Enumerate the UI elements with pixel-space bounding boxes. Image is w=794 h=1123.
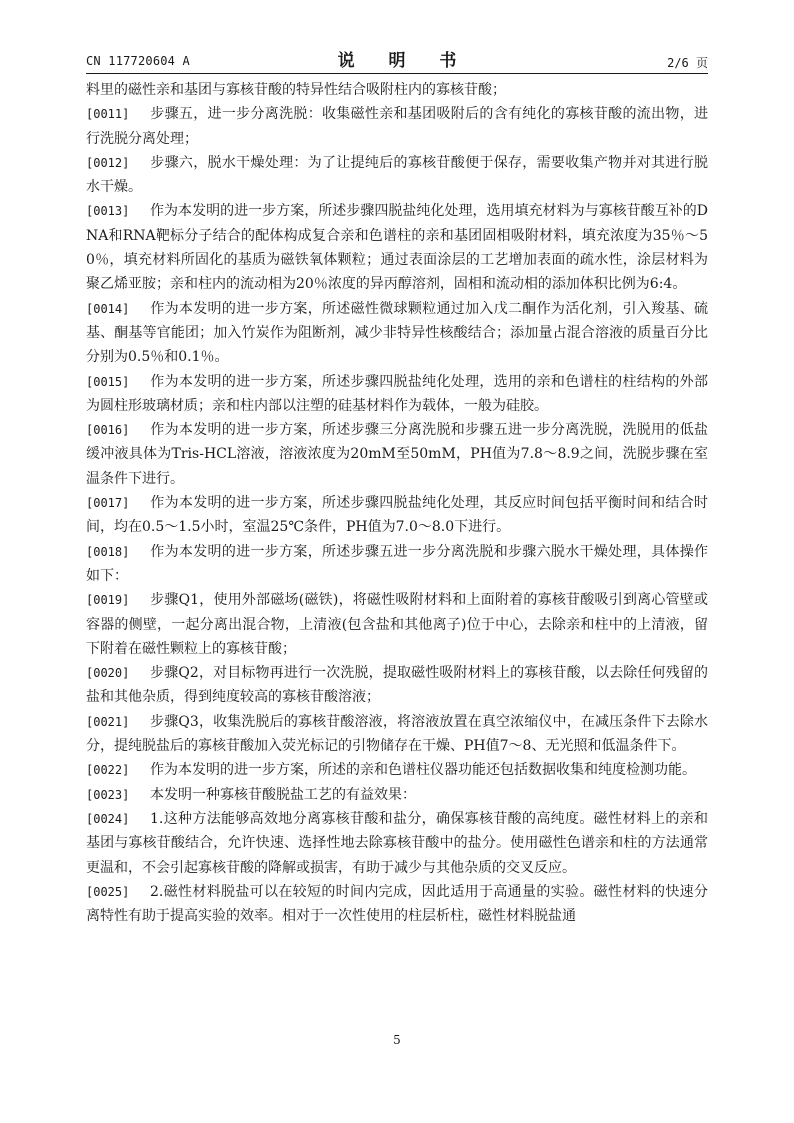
paragraph-text: 作为本发明的进一步方案，所述步骤五进一步分离洗脱和步骤六脱水干燥处理，具体操作如下： [86,543,708,584]
paragraph [86,370,708,419]
page-header [86,46,708,74]
publication-number: CN 117720604 A [86,54,190,68]
paragraph-number: [0020] [86,666,130,681]
header-divider [86,73,708,74]
paragraph-number: [0014] [86,301,130,316]
paragraph-number: [0012] [86,155,130,170]
paragraph-text: 作为本发明的进一步方案，所述步骤四脱盐纯化处理，选用的亲和色谱柱的柱结构的外部为圆柱形玻璃材质；亲和柱内部以注塑的硅基材料作为载体，一般为硅胶。 [86,373,708,414]
paragraph-number: [0011] [86,107,130,122]
paragraph-text: 步骤Q3，收集洗脱后的寡核苷酸溶液，将溶液放置在真空浓缩仪中，在减压条件下去除水分，提纯脱盐后的寡核苷酸加入荧光标记的引物储存在干燥、PH值7～8、无光照和低温条件下。 [86,713,708,755]
paragraph-number: [0022] [86,763,130,778]
paragraph [86,540,708,589]
page-info: 2/6 页 [667,56,708,70]
paragraph-number: [0019] [86,593,130,608]
paragraph-number: [0015] [86,374,130,389]
page-number: 5 [393,1033,401,1047]
paragraph [86,807,708,880]
paragraph-number: [0017] [86,496,130,511]
paragraph-text: 作为本发明的进一步方案，所述磁性微球颗粒通过加入戊二酮作为活化剂，引入羧基、硫基、酮基等官能团；加入竹炭作为阻断剂，减少非特异性核酸结合；添加量占混合溶液的质量百分比分别为0.5％和0.1％。 [86,300,708,366]
paragraph-number: [0013] [86,204,130,219]
paragraph [86,783,708,807]
paragraph [86,418,708,491]
paragraph-number: [0023] [86,787,130,802]
document-title: 说 明 书 [337,51,471,71]
paragraph [86,151,708,200]
paragraph-text: 作为本发明的进一步方案，所述步骤四脱盐纯化处理，其反应时间包括平衡时间和结合时间，均在0.5～1.5小时，室温25℃条件，PH值为7.0～8.0下进行。 [86,495,708,536]
paragraph-text: 2.磁性材料脱盐可以在较短的时间内完成，因此适用于高通量的实验。磁性材料的快速分离特性有助于提高实验的效率。相对于一次性使用的柱层析柱，磁性材料脱盐通 [86,883,708,925]
document-body [86,78,708,928]
paragraph-text: 步骤Q1，使用外部磁场(磁铁)，将磁性吸附材料和上面附着的寡核苷酸吸引到离心管壁或容器的侧壁，一起分离出混合物，上清液(包含盐和其他离子)位于中心，去除亲和柱中的上清液，留下附着在磁性颗粒上的寡核苷酸； [86,592,708,657]
paragraph [86,661,708,710]
paragraph [86,102,708,151]
paragraph-text: 步骤Q2，对目标物再进行一次洗脱，提取磁性吸附材料上的寡核苷酸，以去除任何残留的盐和其他杂质，得到纯度较高的寡核苷酸溶液； [86,665,708,706]
paragraph [86,297,708,370]
paragraph-text: 步骤六，脱水干燥处理：为了让提纯后的寡核苷酸便于保存，需要收集产物并对其进行脱水干燥。 [86,154,708,196]
paragraph [86,588,708,661]
paragraph [86,710,708,759]
paragraph [86,491,708,540]
paragraph-number: [0018] [86,544,130,559]
paragraph-number: [0025] [86,884,130,899]
paragraph-text: 作为本发明的进一步方案，所述步骤四脱盐纯化处理，选用填充材料为与寡核苷酸互补的DNA和RNA靶标分子结合的配体构成复合亲和色谱柱的亲和基团固相吸附材料，填充浓度为35％～50％，填充材料所固化的基质为磁铁氧体颗粒；通过表面涂层的工艺增加表面的疏水性，涂层材料为聚乙烯亚胺；亲和柱内的流动相为20％浓度的异丙醇溶剂，固相和流动相的添加体积比例为6:4。 [86,203,708,293]
paragraph-text: 料里的磁性亲和基团与寡核苷酸的特异性结合吸附柱内的寡核苷酸； [86,82,506,98]
paragraph [86,199,708,296]
paragraph-text: 作为本发明的进一步方案，所述步骤三分离洗脱和步骤五进一步分离洗脱，洗脱用的低盐缓冲液具体为Tris-HCL溶液，溶液浓度为20mM至50mM，PH值为7.8～8.9之间，洗脱步骤在室温条件下进行。 [86,422,708,487]
paragraph [86,880,708,929]
paragraph-text: 作为本发明的进一步方案，所述的亲和色谱柱仪器功能还包括数据收集和纯度检测功能。 [150,762,696,779]
paragraph [86,758,708,782]
paragraph-text: 步骤五，进一步分离洗脱：收集磁性亲和基团吸附后的含有纯化的寡核苷酸的流出物，进行洗脱分离处理； [86,106,708,147]
paragraph-number: [0024] [86,811,130,826]
paragraph-number: [0021] [86,714,130,729]
paragraph [86,78,708,102]
paragraph-text: 本发明一种寡核苷酸脱盐工艺的有益效果： [150,786,416,803]
paragraph-text: 1.这种方法能够高效地分离寡核苷酸和盐分，确保寡核苷酸的高纯度。磁性材料上的亲和基团与寡核苷酸结合，允许快速、选择性地去除寡核苷酸中的盐分。使用磁性色谱亲和柱的方法通常更温和，不会引起寡核苷酸的降解或损害，有助于减少与其他杂质的交叉反应。 [86,810,708,876]
paragraph-number: [0016] [86,423,130,438]
